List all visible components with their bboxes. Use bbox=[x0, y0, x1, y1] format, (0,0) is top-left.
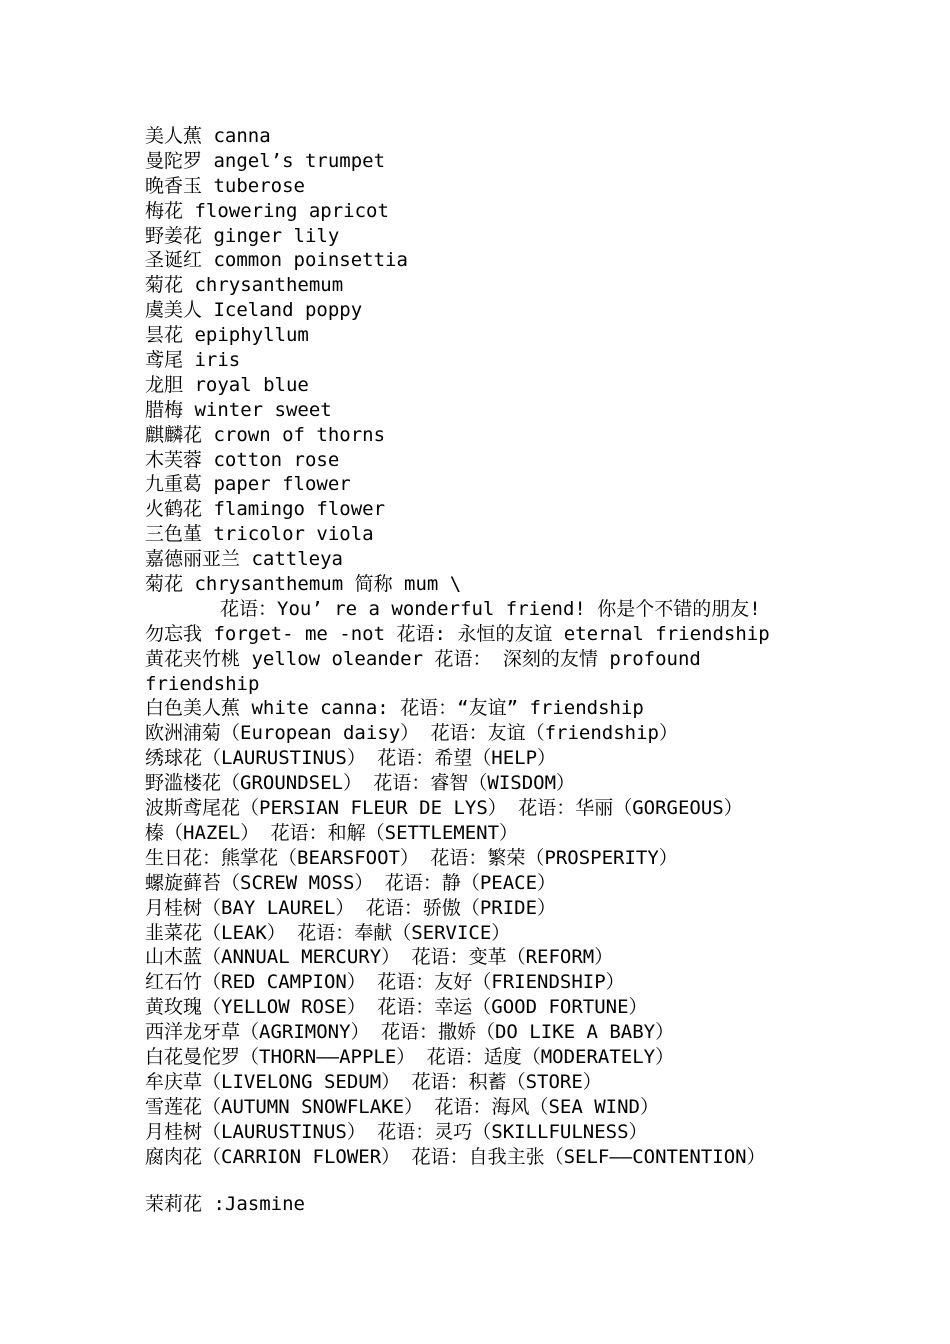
text-line: 榛（HAZEL） 花语：和解（SETTLEMENT） bbox=[145, 821, 519, 844]
text-line: 鸢尾 iris bbox=[145, 349, 241, 372]
flower-language-line: 花语：You’ re a wonderful friend! 你是个不错的朋友! bbox=[220, 597, 761, 620]
text-line: 梅花 flowering apricot bbox=[145, 199, 389, 222]
text-line: 晚香玉 tuberose bbox=[145, 174, 305, 197]
text-line: 美人蕉 canna bbox=[145, 125, 271, 147]
paragraph-gap bbox=[145, 1169, 905, 1192]
text-line: 木芙蓉 cotton rose bbox=[145, 448, 340, 471]
text-line: friendship bbox=[145, 672, 260, 695]
text-line: 西洋龙牙草（AGRIMONY） 花语：撒娇（DO LIKE A BABY） bbox=[145, 1021, 675, 1044]
text-line: 螺旋藓苔（SCREW MOSS） 花语：静（PEACE） bbox=[145, 871, 557, 894]
text-line: 生日花：熊掌花（BEARSFOOT） 花语：繁荣（PROSPERITY） bbox=[145, 846, 678, 869]
text-line: 圣诞红 common poinsettia bbox=[145, 249, 408, 272]
text-line: 菊花 chrysanthemum 简称 mum \ bbox=[145, 573, 462, 596]
text-line: 曼陀罗 angel’s trumpet bbox=[145, 149, 386, 172]
text-line: 山木蓝（ANNUAL MERCURY） 花语：变革（REFORM） bbox=[145, 946, 614, 969]
text-line: 白花曼佗罗（THORN——APPLE） 花语：适度（MODERATELY） bbox=[145, 1045, 675, 1068]
text-line: 昙花 epiphyllum bbox=[145, 324, 309, 347]
text-line: 月桂树（LAURUSTINUS） 花语：灵巧（SKILLFULNESS） bbox=[145, 1120, 648, 1143]
text-line: 波斯鸢尾花（PERSIAN FLEUR DE LYS） 花语：华丽（GORGEOUS） bbox=[145, 797, 743, 820]
text-line: 龙胆 royal blue bbox=[145, 373, 309, 396]
text-line: 勿忘我 forget- me -not 花语: 永恒的友谊 eternal friendship bbox=[145, 622, 770, 645]
text-line: 月桂树（BAY LAUREL） 花语：骄傲（PRIDE） bbox=[145, 896, 557, 919]
text-line: 麒麟花 crown of thorns bbox=[145, 423, 386, 446]
text-line: 火鹤花 flamingo flower bbox=[145, 498, 386, 521]
text-line: 野姜花 ginger lily bbox=[145, 224, 340, 247]
text-line: 菊花 chrysanthemum bbox=[145, 274, 344, 297]
text-line: 黄花夹竹桃 yellow oleander 花语： 深刻的友情 profound bbox=[145, 647, 701, 670]
text-line: 牟庆草（LIVELONG SEDUM） 花语：积蓄（STORE） bbox=[145, 1070, 602, 1093]
document-body bbox=[145, 124, 905, 1217]
text-line: 嘉德丽亚兰 cattleya bbox=[145, 548, 343, 571]
text-line: 韭菜花（LEAK） 花语：奉献（SERVICE） bbox=[145, 921, 511, 944]
text-line: 腊梅 winter sweet bbox=[145, 398, 332, 421]
final-text-line: 茉莉花 :Jasmine bbox=[145, 1193, 305, 1216]
text-line: 九重葛 paper flower bbox=[145, 473, 351, 496]
text-line: 白色美人蕉 white canna: 花语：“友谊” friendship bbox=[145, 697, 644, 720]
text-line: 野滥楼花（GROUNDSEL） 花语：睿智（WISDOM） bbox=[145, 772, 576, 795]
text-line: 绣球花（LAURUSTINUS） 花语：希望（HELP） bbox=[145, 747, 557, 770]
text-line: 红石竹（RED CAMPION） 花语：友好（FRIENDSHIP） bbox=[145, 971, 625, 994]
text-line: 雪莲花（AUTUMN SNOWFLAKE） 花语：海风（SEA WIND） bbox=[145, 1095, 659, 1118]
text-line: 三色堇 tricolor viola bbox=[145, 523, 374, 546]
text-line: 黄玫瑰（YELLOW ROSE） 花语：幸运（GOOD FORTUNE） bbox=[145, 996, 648, 1019]
text-line: 腐肉花（CARRION FLOWER） 花语：自我主张（SELF——CONTENTION） bbox=[145, 1145, 766, 1168]
text-line: 虞美人 Iceland poppy bbox=[145, 299, 363, 322]
text-line: 欧洲浦菊（European daisy） 花语：友谊（friendship） bbox=[145, 722, 678, 745]
